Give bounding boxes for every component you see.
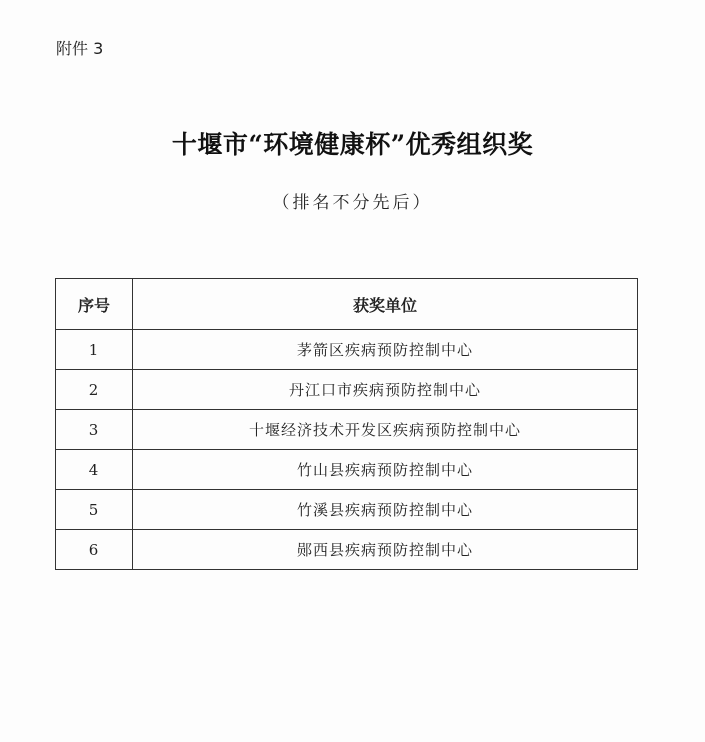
serial-number-cell: 1 — [56, 330, 133, 370]
serial-number-cell: 4 — [56, 450, 133, 490]
header-serial-number: 序号 — [56, 279, 133, 330]
serial-number-cell: 5 — [56, 490, 133, 530]
attachment-label: 附件 3 — [56, 39, 104, 58]
table-row — [56, 490, 638, 530]
award-unit-cell: 竹溪县疾病预防控制中心 — [133, 490, 638, 530]
table-row — [56, 330, 638, 370]
header-award-unit: 获奖单位 — [133, 279, 638, 330]
table-row — [56, 410, 638, 450]
serial-number-cell: 3 — [56, 410, 133, 450]
table-row — [56, 450, 638, 490]
award-unit-cell: 茅箭区疾病预防控制中心 — [133, 330, 638, 370]
award-unit-cell: 竹山县疾病预防控制中心 — [133, 450, 638, 490]
serial-number-cell: 2 — [56, 370, 133, 410]
table-row — [56, 530, 638, 570]
award-unit-cell: 郧西县疾病预防控制中心 — [133, 530, 638, 570]
document-subtitle: （排名不分先后） — [272, 193, 433, 213]
serial-number-cell: 6 — [56, 530, 133, 570]
table-row — [56, 370, 638, 410]
award-unit-cell: 丹江口市疾病预防控制中心 — [133, 370, 638, 410]
table-header-row — [56, 279, 638, 330]
award-table — [55, 278, 638, 570]
award-unit-cell: 十堰经济技术开发区疾病预防控制中心 — [133, 410, 638, 450]
document-title: 十堰市“环境健康杯”优秀组织奖 — [171, 130, 534, 159]
